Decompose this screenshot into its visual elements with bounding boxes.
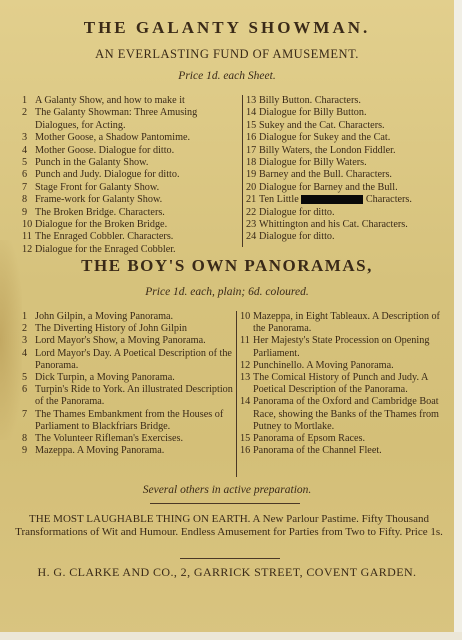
item-number: 2 — [22, 107, 28, 119]
panoramas-price: Price 1d. each, plain; 6d. coloured. — [145, 286, 309, 298]
item-number: 16 — [240, 445, 251, 457]
galanty-list-right — [246, 95, 452, 244]
item-number: 8 — [22, 433, 28, 445]
item-number: 20 — [246, 181, 257, 193]
item-title: Billy Button. Characters. — [259, 95, 361, 106]
item-title: Panorama of Epsom Races. — [253, 433, 366, 445]
item-number: 17 — [246, 144, 257, 156]
list-item — [22, 107, 242, 132]
item-number: 1 — [22, 311, 28, 322]
item-title: Mazeppa, in Eight Tableaux. A Description of the Panorama. — [253, 311, 440, 335]
list-item — [246, 169, 452, 181]
item-title: Panorama of the Channel Fleet. — [253, 445, 382, 457]
item-title: A Galanty Show, and how to make it — [35, 95, 185, 106]
column-divider — [242, 95, 243, 247]
item-number: 19 — [246, 169, 257, 181]
item-title: Punch in the Galanty Show. — [35, 157, 149, 169]
list-item — [22, 132, 242, 144]
item-number: 9 — [22, 206, 28, 218]
page-subtitle: AN EVERLASTING FUND OF AMUSEMENT. — [95, 47, 359, 61]
item-number: 21 — [246, 194, 257, 206]
list-item — [246, 207, 452, 219]
item-number: 12 — [22, 243, 33, 255]
item-title: Whittington and his Cat. Characters. — [259, 219, 408, 231]
item-title: Lord Mayor's Show, a Moving Panorama. — [35, 335, 206, 347]
item-number: 13 — [246, 95, 257, 106]
item-title: Dick Turpin, a Moving Panorama. — [35, 372, 175, 384]
list-item — [22, 348, 234, 372]
page-edge-right — [454, 0, 462, 640]
item-number: 14 — [246, 107, 257, 119]
page-edge-bottom — [0, 632, 462, 640]
list-item — [240, 372, 454, 396]
item-title: The Thames Embankment from the Houses of Parliament to Blackfriars Bridge. — [35, 408, 224, 432]
item-title: Stage Front for Galanty Show. — [35, 181, 160, 193]
item-number: 22 — [246, 206, 257, 218]
item-title: Punchinello. A Moving Panorama. — [253, 359, 394, 371]
list-item — [240, 445, 454, 457]
list-item — [22, 372, 234, 384]
item-title: Dialogue for Billy Waters. — [259, 157, 367, 169]
item-title: Her Majesty's State Procession on Opening Parliament. — [253, 335, 430, 359]
item-number: 1 — [22, 95, 28, 106]
list-item — [22, 169, 242, 181]
publisher-line: H. G. CLARKE AND CO., 2, GARRICK STREET, COVENT GARDEN. — [37, 565, 417, 579]
item-number: 11 — [240, 335, 250, 347]
item-number: 6 — [22, 169, 28, 181]
item-title: The Diverting History of John Gilpin — [35, 323, 187, 335]
list-item — [246, 157, 452, 169]
item-title: Dialogue for the Broken Bridge. — [35, 219, 168, 231]
list-item — [22, 335, 234, 347]
galanty-list-left — [22, 95, 242, 256]
item-title: The Galanty Showman: Three Amusing Dialogues, for Acting. — [35, 107, 198, 131]
item-number: 23 — [246, 219, 257, 231]
panorama-column-divider — [236, 311, 237, 477]
item-number: 6 — [22, 384, 28, 396]
list-item — [22, 445, 234, 457]
item-title: Sukey and the Cat. Characters. — [259, 119, 385, 131]
item-number: 8 — [22, 194, 28, 206]
item-number: 18 — [246, 157, 257, 169]
panoramas-title: THE BOY'S OWN PANORAMAS, — [81, 256, 373, 275]
publisher-rule — [180, 558, 280, 559]
item-number: 13 — [240, 372, 251, 384]
list-item — [240, 335, 454, 359]
item-number: 5 — [22, 157, 28, 169]
item-number: 7 — [22, 408, 28, 420]
item-title: Dialogue for ditto. — [259, 231, 335, 243]
item-title: Dialogue for ditto. — [259, 206, 335, 218]
item-title: Dialogue for Barney and the Bull. — [259, 181, 398, 193]
list-item — [246, 120, 452, 132]
item-number: 15 — [246, 119, 257, 131]
item-title: Frame-work for Galanty Show. — [35, 194, 163, 206]
item-title: Mother Goose, a Shadow Pantomime. — [35, 132, 191, 144]
item-title: John Gilpin, a Moving Panorama. — [35, 311, 174, 322]
list-item — [246, 145, 452, 157]
list-item — [22, 384, 234, 408]
list-item — [22, 182, 242, 194]
list-item — [22, 244, 242, 256]
item-number: 9 — [22, 445, 28, 457]
item-title: Mazeppa. A Moving Panorama. — [35, 445, 165, 457]
item-number: 4 — [22, 347, 28, 359]
redaction-bar — [301, 195, 363, 204]
list-item — [22, 409, 234, 433]
item-number: 15 — [240, 433, 251, 445]
panorama-list-right — [240, 311, 454, 457]
list-item — [22, 323, 234, 335]
item-title: Ten Little Characters. — [259, 194, 412, 206]
list-item — [246, 219, 452, 231]
item-number: 11 — [22, 231, 32, 243]
item-title: Lord Mayor's Day. A Poetical Description of the Panorama. — [35, 347, 232, 371]
list-item — [22, 157, 242, 169]
item-number: 14 — [240, 396, 251, 408]
list-item — [246, 132, 452, 144]
item-number: 2 — [22, 323, 28, 335]
item-number: 10 — [22, 219, 33, 231]
item-title: The Broken Bridge. Characters. — [35, 206, 165, 218]
item-title: Dialogue for the Enraged Cobbler. — [35, 243, 176, 255]
page-title: THE GALANTY SHOWMAN. — [83, 18, 371, 37]
item-number: 3 — [22, 335, 28, 347]
panorama-list-left — [22, 311, 234, 457]
item-number: 5 — [22, 372, 28, 384]
list-item — [22, 207, 242, 219]
list-item — [240, 433, 454, 445]
price-line: Price 1d. each Sheet. — [178, 70, 276, 82]
item-number: 7 — [22, 181, 28, 193]
list-item — [240, 360, 454, 372]
item-title: Dialogue for Sukey and the Cat. — [259, 132, 391, 144]
list-item — [246, 182, 452, 194]
item-title: Panorama of the Oxford and Cambridge Boat Race, showing the Banks of the Thames from Putney to Mortlake. — [253, 396, 439, 432]
item-title: The Comical History of Punch and Judy. A Poetical Description of the Panorama. — [253, 372, 428, 396]
item-number: 12 — [240, 359, 251, 371]
item-number: 16 — [246, 132, 257, 144]
footer-rule — [150, 503, 300, 504]
item-title: Billy Waters, the London Fiddler. — [259, 144, 396, 156]
list-item — [246, 194, 452, 206]
list-item — [22, 145, 242, 157]
item-number: 3 — [22, 132, 28, 144]
list-item — [22, 311, 234, 323]
list-item — [22, 95, 242, 107]
list-item — [240, 311, 454, 335]
item-number: 24 — [246, 231, 257, 243]
item-number: 10 — [240, 311, 251, 322]
list-item — [22, 433, 234, 445]
list-item — [246, 107, 452, 119]
item-title: Mother Goose. Dialogue for ditto. — [35, 144, 175, 156]
list-item — [22, 194, 242, 206]
list-item — [246, 95, 452, 107]
list-item — [240, 396, 454, 433]
item-title-suffix: Characters. — [363, 194, 412, 206]
item-title: Barney and the Bull. Characters. — [259, 169, 392, 181]
item-title: Punch and Judy. Dialogue for ditto. — [35, 169, 180, 181]
several-others-note: Several others in active preparation. — [142, 484, 312, 496]
item-title: Turpin's Ride to York. An illustrated Description of the Panorama. — [35, 384, 233, 408]
item-number: 4 — [22, 144, 28, 156]
list-item — [246, 231, 452, 243]
list-item — [22, 231, 242, 243]
item-title: The Enraged Cobbler. Characters. — [35, 231, 174, 243]
advert-text: THE MOST LAUGHABLE THING ON EARTH. A New Parlour Pastime. Fifty Thousand Transformations of Wit and Humour. Endless Amusement for Parties from Two to Fifty. Price 1s. — [15, 513, 443, 538]
item-title: The Volunteer Rifleman's Exercises. — [35, 433, 184, 445]
list-item — [22, 219, 242, 231]
item-title: Dialogue for Billy Button. — [259, 107, 367, 119]
